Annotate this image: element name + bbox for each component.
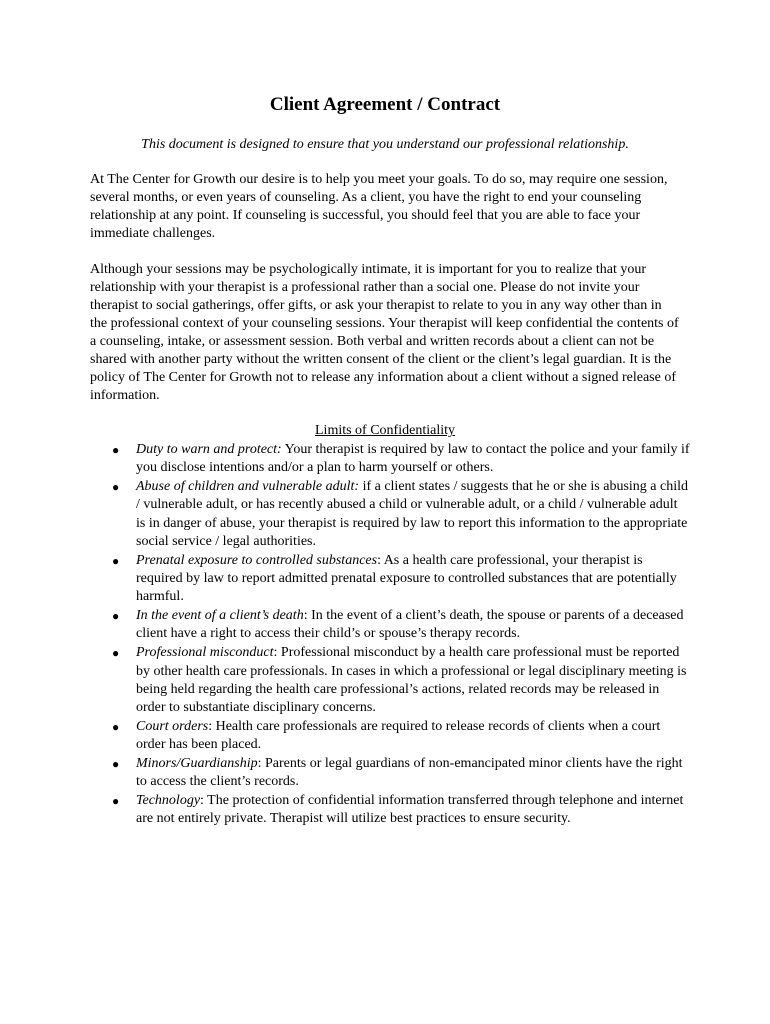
limit-item-professional-misconduct xyxy=(110,644,690,717)
limit-term: Technology xyxy=(136,793,201,809)
bullet-icon: ● xyxy=(112,480,120,495)
limit-item-technology xyxy=(110,792,690,829)
limit-text: : Parents or legal guardians of non-emancipated minor clients have the right to access the client’s records. xyxy=(136,756,683,790)
limit-text: : Professional misconduct by a health care professional must be reported by other health care professionals. In cases in which a professional or legal disciplinary meeting is being held regarding the health care professional’s actions, related records may be released in order to substantiate disciplinary concerns. xyxy=(136,645,687,716)
bullet-icon: ● xyxy=(112,553,120,568)
limit-term: In the event of a client’s death xyxy=(136,608,304,624)
limit-text: : As a health care professional, your therapist is required by law to report admitted prenatal exposure to controlled substances that are potentially harmful. xyxy=(136,552,677,605)
limits-heading: Limits of Confidentiality xyxy=(315,423,455,438)
relationship-paragraph: Although your sessions may be psychologically intimate, it is important for you to realize that your relationship with your therapist is a professional rather than a social one. Please do not invite your therapist to social gatherings, offer gifts, or ask your therapist to relate to you in any way other than in the professional context of your counseling sessions. Your therapist will keep confidential the contents of a counseling, intake, or assessment session. Both verbal and written records about a client can not be shared with another party without the written consent of the client or the client’s legal guardian. It is the policy of The Center for Growth not to release any information about a client without a signed release of information. xyxy=(90,262,679,403)
document-title: Client Agreement / Contract xyxy=(269,94,501,115)
bullet-icon: ● xyxy=(112,719,120,734)
limit-item-prenatal-exposure xyxy=(110,552,690,607)
document-subtitle: This document is designed to ensure that you understand our professional relationship. xyxy=(141,137,629,152)
limit-text: : Health care professionals are required to release records of clients when a court order has been placed. xyxy=(136,718,661,753)
limit-term: Prenatal exposure to controlled substances xyxy=(136,552,378,568)
limit-text: : In the event of a client’s death, the spouse or parents of a deceased client have a right to access their child’s or spouse’s therapy records. xyxy=(136,608,684,642)
bullet-icon: ● xyxy=(112,443,120,457)
bullet-icon: ● xyxy=(112,646,120,661)
limit-text: : The protection of confidential information transferred through telephone and internet are not entirely private. Therapist will utilize best practices to ensure security. xyxy=(136,793,684,827)
limit-item-abuse xyxy=(110,478,690,551)
limit-item-minors-guardianship xyxy=(110,755,690,792)
bullet-icon: ● xyxy=(112,757,120,772)
limit-term: Court orders xyxy=(136,718,209,734)
limit-item-duty-to-warn xyxy=(110,441,690,478)
intro-paragraph: At The Center for Growth our desire is to help you meet your goals. To do so, may require one session, several months, or even years of counseling. As a client, you have the right to end your counseling relationship at any point. If counseling is successful, you should feel that you are able to face your immediate challenges. xyxy=(90,172,668,241)
bullet-icon: ● xyxy=(112,794,120,809)
limit-term: Professional misconduct xyxy=(136,645,274,661)
limit-term: Minors/Guardianship xyxy=(136,756,258,772)
limit-text: if a client states / suggests that he or she is abusing a child / vulnerable adult, or has recently abused a child or vulnerable adult, or a child / vulnerable adult is in danger of abuse, your therapist is required by law to report this information to the appropriate social service / legal authorities. xyxy=(136,479,688,549)
limit-item-client-death xyxy=(110,607,690,644)
limits-list xyxy=(110,441,690,829)
limit-item-court-orders xyxy=(110,718,690,755)
limit-term: Abuse of children and vulnerable adult: xyxy=(136,479,360,495)
limit-text: Your therapist is required by law to contact the police and your family if you disclose intentions and/or a plan to harm yourself or others. xyxy=(136,442,690,476)
limit-term: Duty to warn and protect: xyxy=(136,442,282,457)
bullet-icon: ● xyxy=(112,609,120,624)
